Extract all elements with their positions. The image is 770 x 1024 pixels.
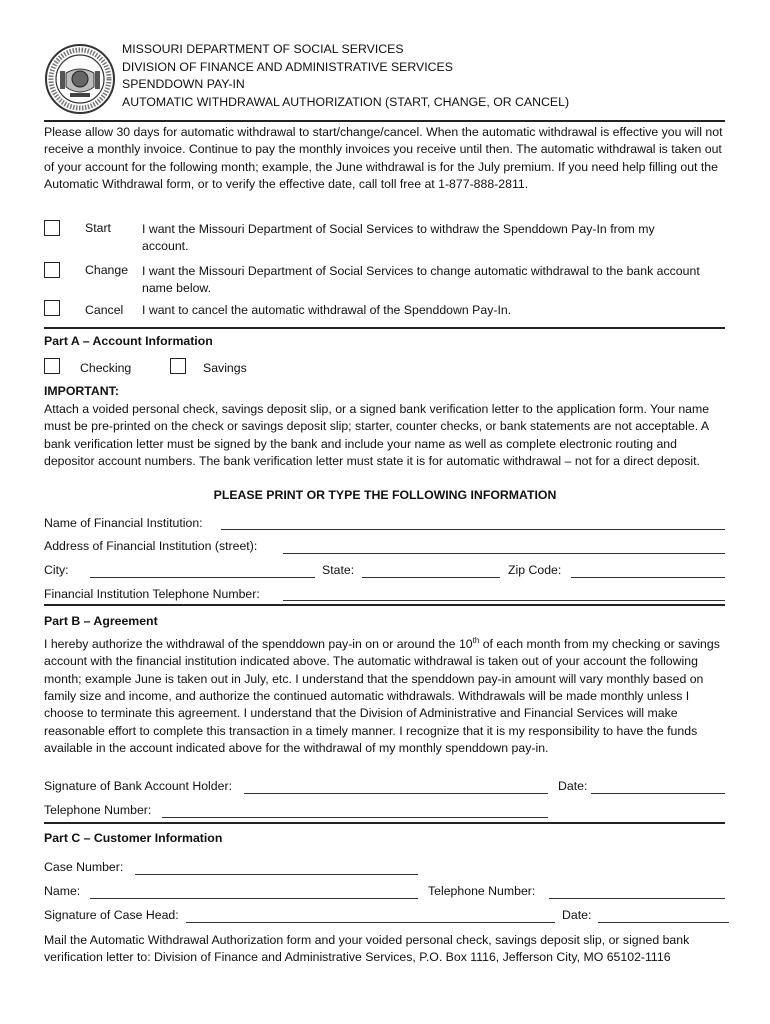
bank-date-label: Date: <box>558 779 588 793</box>
part-b-title: Part B – Agreement <box>44 614 158 628</box>
case-number-label: Case Number: <box>44 860 124 874</box>
checking-checkbox[interactable] <box>44 358 60 374</box>
institution-phone-label: Financial Institution Telephone Number: <box>44 587 260 601</box>
address-label: Address of Financial Institution (street): <box>44 539 258 553</box>
divider <box>44 822 725 824</box>
customer-name-field[interactable] <box>90 898 418 899</box>
bank-signature-label: Signature of Bank Account Holder: <box>44 779 232 793</box>
divider <box>44 604 725 606</box>
savings-label: Savings <box>203 361 247 375</box>
address-field[interactable] <box>283 553 725 554</box>
bank-signature-field[interactable] <box>244 793 548 794</box>
city-field[interactable] <box>90 577 315 578</box>
case-head-date-label: Date: <box>562 908 592 922</box>
zip-field[interactable] <box>571 577 725 578</box>
case-head-signature-label: Signature of Case Head: <box>44 908 179 922</box>
important-paragraph: Attach a voided personal check, savings deposit slip, or a signed bank verification letter to the application form. Your name must be pre-printed on the check or savings deposit slip; starter, counter checks, or bank statements are not acceptable. A bank verification letter must be signed by the bank and include your name as well as complete electronic routing and depositor account numbers. The bank verification letter must state it is for automatic withdrawal – not for a direct deposit. <box>44 402 710 468</box>
mailing-instructions: Mail the Automatic Withdrawal Authorization form and your voided personal check, savings deposit slip, or signed bank verification letter to: Division of Finance and Administrative Services, P.O. Box 1116, Jefferson City, MO 65102-1116 <box>44 933 690 965</box>
part-c-title: Part C – Customer Information <box>44 831 223 845</box>
change-text: I want the Missouri Department of Social Services to change automatic withdrawal to the bank account name below. <box>142 264 700 296</box>
state-label: State: <box>322 563 355 577</box>
start-label: Start <box>85 221 111 235</box>
missouri-state-seal-icon <box>44 43 116 115</box>
header-line: MISSOURI DEPARTMENT OF SOCIAL SERVICES <box>122 42 404 56</box>
start-text: I want the Missouri Department of Social Services to withdraw the Spenddown Pay-In from my account. <box>142 222 655 254</box>
institution-name-label: Name of Financial Institution: <box>44 516 203 530</box>
bank-phone-field[interactable] <box>162 817 548 818</box>
cancel-label: Cancel <box>85 303 124 317</box>
checking-label: Checking <box>80 361 132 375</box>
case-head-date-field[interactable] <box>598 922 729 923</box>
zip-label: Zip Code: <box>508 563 562 577</box>
customer-name-label: Name: <box>44 884 81 898</box>
agreement-text-rest: of each month from my checking or savings account with the financial institution indicated above. The automatic withdrawal is taken out of your account the following month; example June is taken out in July, etc. I understand that the spenddown pay-in amount will vary monthly based on family size and income, and authorize the continued automatic withdrawals. Withdrawals will be made monthly unless I choose to terminate this agreement. I understand that the Division of Administrative and Financial Services will make reasonable effort to complete this transaction in a timely manner. I recognize that it is my responsibility to have the funds available in the account indicated above for the withdrawal of my monthly spenddown pay-in. <box>44 637 720 755</box>
customer-phone-field[interactable] <box>549 898 725 899</box>
part-a-title: Part A – Account Information <box>44 334 213 348</box>
bank-phone-label: Telephone Number: <box>44 803 152 817</box>
divider <box>44 120 725 122</box>
state-field[interactable] <box>362 577 500 578</box>
institution-phone-field[interactable] <box>283 600 725 601</box>
print-notice: PLEASE PRINT OR TYPE THE FOLLOWING INFORMATION <box>213 488 557 502</box>
form-header <box>122 41 569 111</box>
intro-paragraph: Please allow 30 days for automatic withdrawal to start/change/cancel. When the automatic withdrawal is effective you will not receive a monthly invoice. Continue to pay the monthly invoices you receive until then. The automatic withdrawal is taken out of your account for the following month; example, the June withdrawal is for the July premium. If you need help filling out the Automatic Withdrawal form, or to verify the effective date, call toll free at 1-877-888-2811. <box>44 125 723 191</box>
agreement-paragraph <box>44 632 728 757</box>
header-line: DIVISION OF FINANCE AND ADMINISTRATIVE SERVICES <box>122 59 453 74</box>
important-title: IMPORTANT: <box>44 384 119 398</box>
institution-name-field[interactable] <box>221 529 725 530</box>
change-checkbox[interactable] <box>44 262 60 278</box>
bank-date-field[interactable] <box>591 793 725 794</box>
agreement-text-start: I hereby authorize the withdrawal of the spenddown pay-in on or around the 10 <box>44 637 473 652</box>
case-head-signature-field[interactable] <box>186 922 555 923</box>
header-line: AUTOMATIC WITHDRAWAL AUTHORIZATION (START, CHANGE, OR CANCEL) <box>122 94 570 109</box>
savings-checkbox[interactable] <box>170 358 186 374</box>
start-checkbox[interactable] <box>44 220 60 236</box>
change-label: Change <box>85 263 129 277</box>
cancel-checkbox[interactable] <box>44 300 60 316</box>
case-number-field[interactable] <box>135 874 418 875</box>
cancel-text: I want to cancel the automatic withdrawal of the Spenddown Pay-In. <box>142 303 512 317</box>
divider <box>44 327 725 329</box>
customer-phone-label: Telephone Number: <box>428 884 536 898</box>
header-line: SPENDDOWN PAY-IN <box>122 77 245 92</box>
agreement-sup: th <box>472 636 480 645</box>
city-label: City: <box>44 563 69 577</box>
